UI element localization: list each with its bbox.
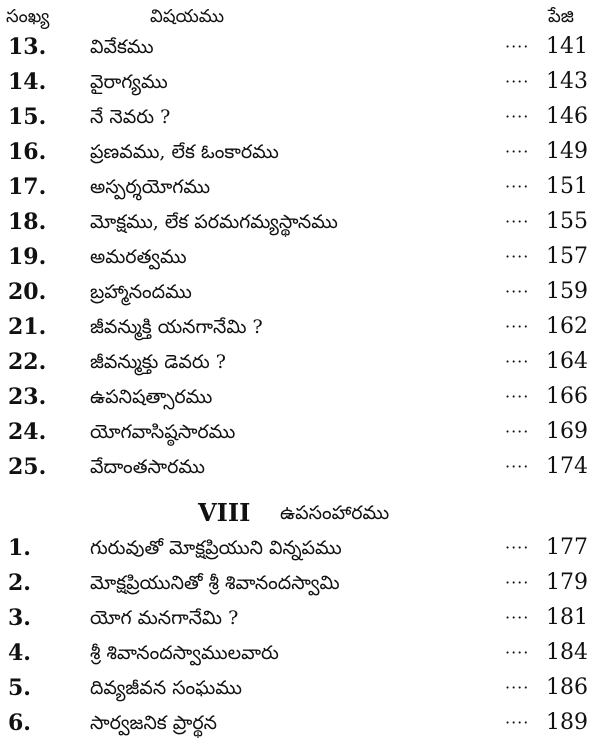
leader-dots: ···· <box>505 317 530 336</box>
entry-number: 15. <box>8 104 47 130</box>
entry-title: ప్రణవము, లేక ఓంకారము <box>90 141 279 163</box>
contents-entry <box>0 170 600 204</box>
entry-title: యోగ మనగానేమి ? <box>90 607 239 629</box>
entry-page: 179 <box>546 570 588 595</box>
leader-dots: ···· <box>505 212 530 231</box>
entry-title: వైరాగ్యము <box>90 71 168 93</box>
contents-entry <box>0 205 600 239</box>
leader-dots: ···· <box>505 352 530 371</box>
entry-page: 186 <box>546 675 588 700</box>
leader-dots: ···· <box>505 37 530 56</box>
entry-number: 4. <box>8 640 31 666</box>
entry-page: 166 <box>546 384 588 409</box>
contents-entry <box>0 380 600 414</box>
entry-number: 21. <box>8 314 47 340</box>
entry-number: 19. <box>8 244 47 270</box>
leader-dots: ···· <box>505 538 530 557</box>
entry-number: 24. <box>8 419 47 445</box>
entry-number: 16. <box>8 139 47 165</box>
contents-entry <box>0 275 600 309</box>
entry-page: 151 <box>546 174 588 199</box>
section-title: ఉపసంహారము <box>280 502 390 524</box>
leader-dots: ···· <box>505 107 530 126</box>
section-number: VIII <box>198 498 251 527</box>
entry-number: 22. <box>8 349 47 375</box>
leader-dots: ···· <box>505 282 530 301</box>
entry-title: ఉపనిషత్సారము <box>90 386 213 408</box>
entry-number: 25. <box>8 454 47 480</box>
entry-number: 1. <box>8 535 31 561</box>
contents-entry <box>0 566 600 600</box>
contents-entry <box>0 240 600 274</box>
entry-page: 184 <box>546 640 588 665</box>
entry-title: అమరత్వము <box>90 246 187 268</box>
entry-page: 164 <box>546 349 588 374</box>
leader-dots: ···· <box>505 247 530 266</box>
entry-title: సార్వజనిక ప్రార్థన <box>90 712 217 734</box>
entry-number: 13. <box>8 34 47 60</box>
entry-title: శ్రీ శివానందస్వాములవారు <box>90 642 279 664</box>
contents-entry <box>0 310 600 344</box>
header-number: సంఖ్య <box>6 6 50 27</box>
contents-entry <box>0 415 600 449</box>
contents-entry <box>0 601 600 635</box>
entry-page: 174 <box>546 454 588 479</box>
leader-dots: ···· <box>505 713 530 732</box>
entry-title: అస్పర్శయోగము <box>90 176 211 198</box>
contents-entry <box>0 100 600 134</box>
header-topic: విషయము <box>150 6 225 27</box>
entry-title: గురువుతో మోక్షప్రియుని విన్నపము <box>90 537 342 559</box>
entry-page: 149 <box>546 139 588 164</box>
leader-dots: ···· <box>505 643 530 662</box>
contents-entry <box>0 345 600 379</box>
contents-entry <box>0 65 600 99</box>
entry-title: మోక్షము, లేక పరమగమ్యస్థానము <box>90 211 338 233</box>
entry-title: జీవన్ముక్తు డెవరు ? <box>90 351 226 373</box>
contents-entry <box>0 135 600 169</box>
entry-title: నే నెవరు ? <box>90 106 171 128</box>
entry-number: 3. <box>8 605 31 631</box>
entry-number: 14. <box>8 69 47 95</box>
entry-page: 169 <box>546 419 588 444</box>
entry-title: జీవన్ముక్తి యనగానేమి ? <box>90 316 263 338</box>
entry-number: 17. <box>8 174 47 200</box>
entry-page: 143 <box>546 69 588 94</box>
entry-page: 181 <box>546 605 588 630</box>
entry-title: వివేకము <box>90 36 154 58</box>
leader-dots: ···· <box>505 422 530 441</box>
leader-dots: ···· <box>505 387 530 406</box>
entry-page: 159 <box>546 279 588 304</box>
leader-dots: ···· <box>505 142 530 161</box>
entry-page: 189 <box>546 710 588 735</box>
contents-entry <box>0 531 600 565</box>
contents-entry <box>0 706 600 740</box>
entry-number: 6. <box>8 710 31 736</box>
entry-page: 162 <box>546 314 588 339</box>
entry-number: 5. <box>8 675 31 701</box>
entry-number: 23. <box>8 384 47 410</box>
contents-entry <box>0 30 600 64</box>
entry-number: 20. <box>8 279 47 305</box>
leader-dots: ···· <box>505 678 530 697</box>
contents-entry <box>0 450 600 484</box>
entry-title: యోగవాసిష్ఠసారము <box>90 421 236 443</box>
leader-dots: ···· <box>505 608 530 627</box>
contents-entry <box>0 636 600 670</box>
entry-number: 2. <box>8 570 31 596</box>
entry-title: వేదాంతసారము <box>90 456 206 478</box>
entry-page: 146 <box>546 104 588 129</box>
entry-page: 157 <box>546 244 588 269</box>
leader-dots: ···· <box>505 573 530 592</box>
leader-dots: ···· <box>505 72 530 91</box>
entry-page: 155 <box>546 209 588 234</box>
entry-title: మోక్షప్రియునితో శ్రీ శివానందస్వామి <box>90 572 340 594</box>
entry-page: 141 <box>546 34 588 59</box>
entry-page: 177 <box>546 535 588 560</box>
entry-title: బ్రహ్మానందము <box>90 281 192 303</box>
entry-number: 18. <box>8 209 47 235</box>
contents-entry <box>0 671 600 705</box>
leader-dots: ···· <box>505 457 530 476</box>
leader-dots: ···· <box>505 177 530 196</box>
header-page: పేజి <box>548 6 574 27</box>
section-heading <box>0 496 600 530</box>
entry-title: దివ్యజీవన సంఘము <box>90 677 242 699</box>
